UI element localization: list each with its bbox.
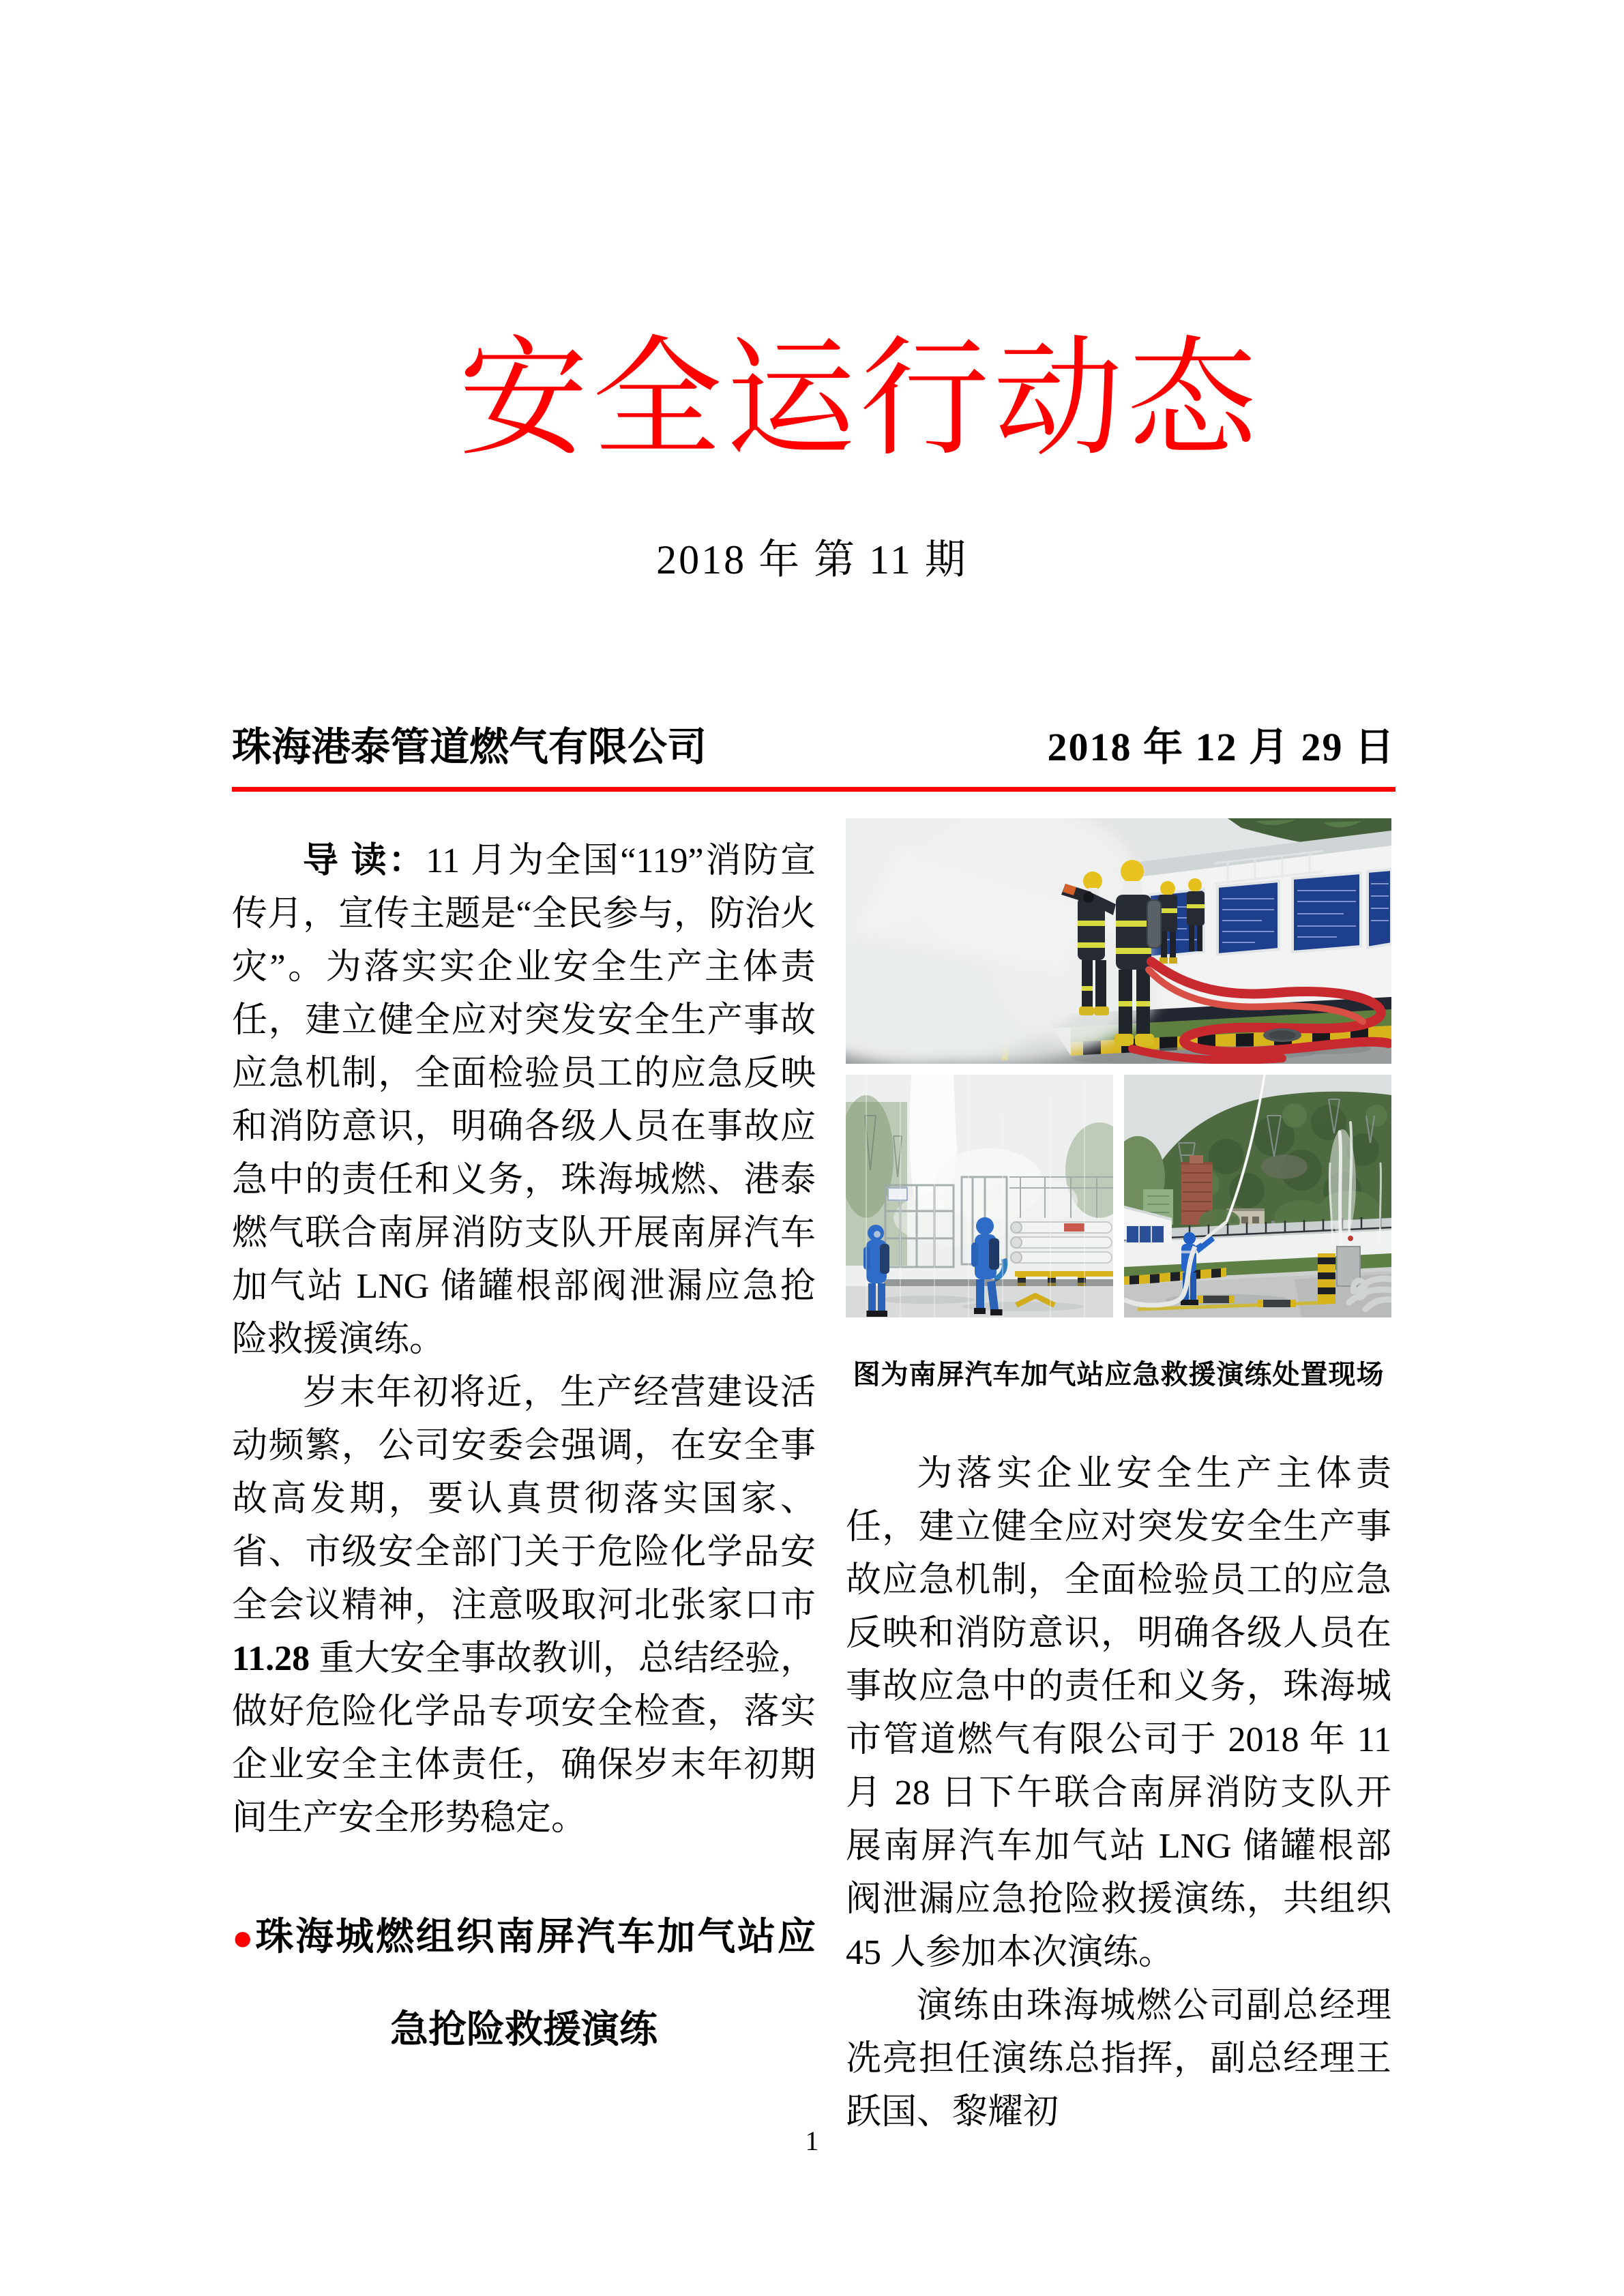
right-column xyxy=(846,818,1391,2139)
issue-line: 2018 年 第 11 期 xyxy=(656,537,968,582)
photo-pair-row xyxy=(846,1075,1391,1317)
page-title: 安全运行动态 xyxy=(458,329,1261,472)
second-paragraph: 岁末年初将近，生产经营建设活动频繁，公司安委会强调，在安全事故高发期，要认真贯彻落实国家、省、市级安全部门关于危险化学品安全会议精神，注意吸取河北张家口市 11.28 重大安全事故教训，总结经验，做好危险化学品专项安全检查，落实企业安全主体责任，确保岁末年初期间生产安全形势稳定。 xyxy=(232,1373,816,1838)
gas-cylinder-bundle xyxy=(1011,1222,1112,1263)
red-divider-rule xyxy=(232,787,1396,792)
accident-number: 11.28 xyxy=(232,1639,310,1678)
photo-caption: 图为南屏汽车加气站应急救援演练处置现场 xyxy=(853,1359,1385,1390)
page-number: 1 xyxy=(805,2126,819,2156)
lng-leak-drill-illustration xyxy=(846,1075,1113,1317)
water-jet-drill-illustration xyxy=(1124,1075,1391,1317)
article-heading xyxy=(232,1913,816,2054)
photo-firefighters-hose-drill xyxy=(846,818,1391,1064)
article-paragraph-1: 为落实企业安全生产主体责任，建立健全应对突发安全生产事故应急机制，全面检验员工的应急反映和消防意识，明确各级人员在事故应急中的责任和义务，珠海城市管道燃气有限公司于 2018 年 11 月 28 日下午联合南屏消防支队开展南屏汽车加气站 LNG 储罐根部阀泄漏应急抢险救援演练，共组织 45 人参加本次演练。 xyxy=(846,1455,1391,1972)
header-row xyxy=(232,715,1396,772)
photo-lng-vapor-hazmat xyxy=(846,1075,1113,1317)
intro-text: 11 月为全国“119”消防宣传月，宣传主题是“全民参与，防治火灾”。为落实实企业安全生产主体责任，建立健全应对突发安全生产事故应急机制，全面检验员工的应急反映和消防意识，明确各级人员在事故应急中的责任和义务，珠海城燃、港泰燃气联合南屏消防支队开展南屏汽车加气站 LNG 储罐根部阀泄漏应急抢险救援演练。 xyxy=(232,841,816,1359)
company-name: 珠海港泰管道燃气有限公司 xyxy=(232,725,707,769)
firefighting-drill-illustration xyxy=(846,818,1391,1064)
intro-paragraph xyxy=(232,835,816,1367)
article-body xyxy=(846,1448,1391,2139)
article-heading-line2: 急抢险救援演练 xyxy=(390,2009,658,2051)
intro-label: 导 读： xyxy=(303,841,426,880)
left-column xyxy=(232,835,816,1845)
red-bullet-icon: ● xyxy=(232,1919,256,1958)
article-heading-line1: ●珠海城燃组织南屏汽车加气站应 xyxy=(232,1916,816,1958)
issue-date: 2018 年 12 月 29 日 xyxy=(1047,725,1396,769)
article-paragraph-2: 演练由珠海城燃公司副总经理冼亮担任演练总指挥，副总经理王跃国、黎耀初 xyxy=(846,1986,1391,2132)
photo-water-jet-spray xyxy=(1124,1075,1391,1317)
